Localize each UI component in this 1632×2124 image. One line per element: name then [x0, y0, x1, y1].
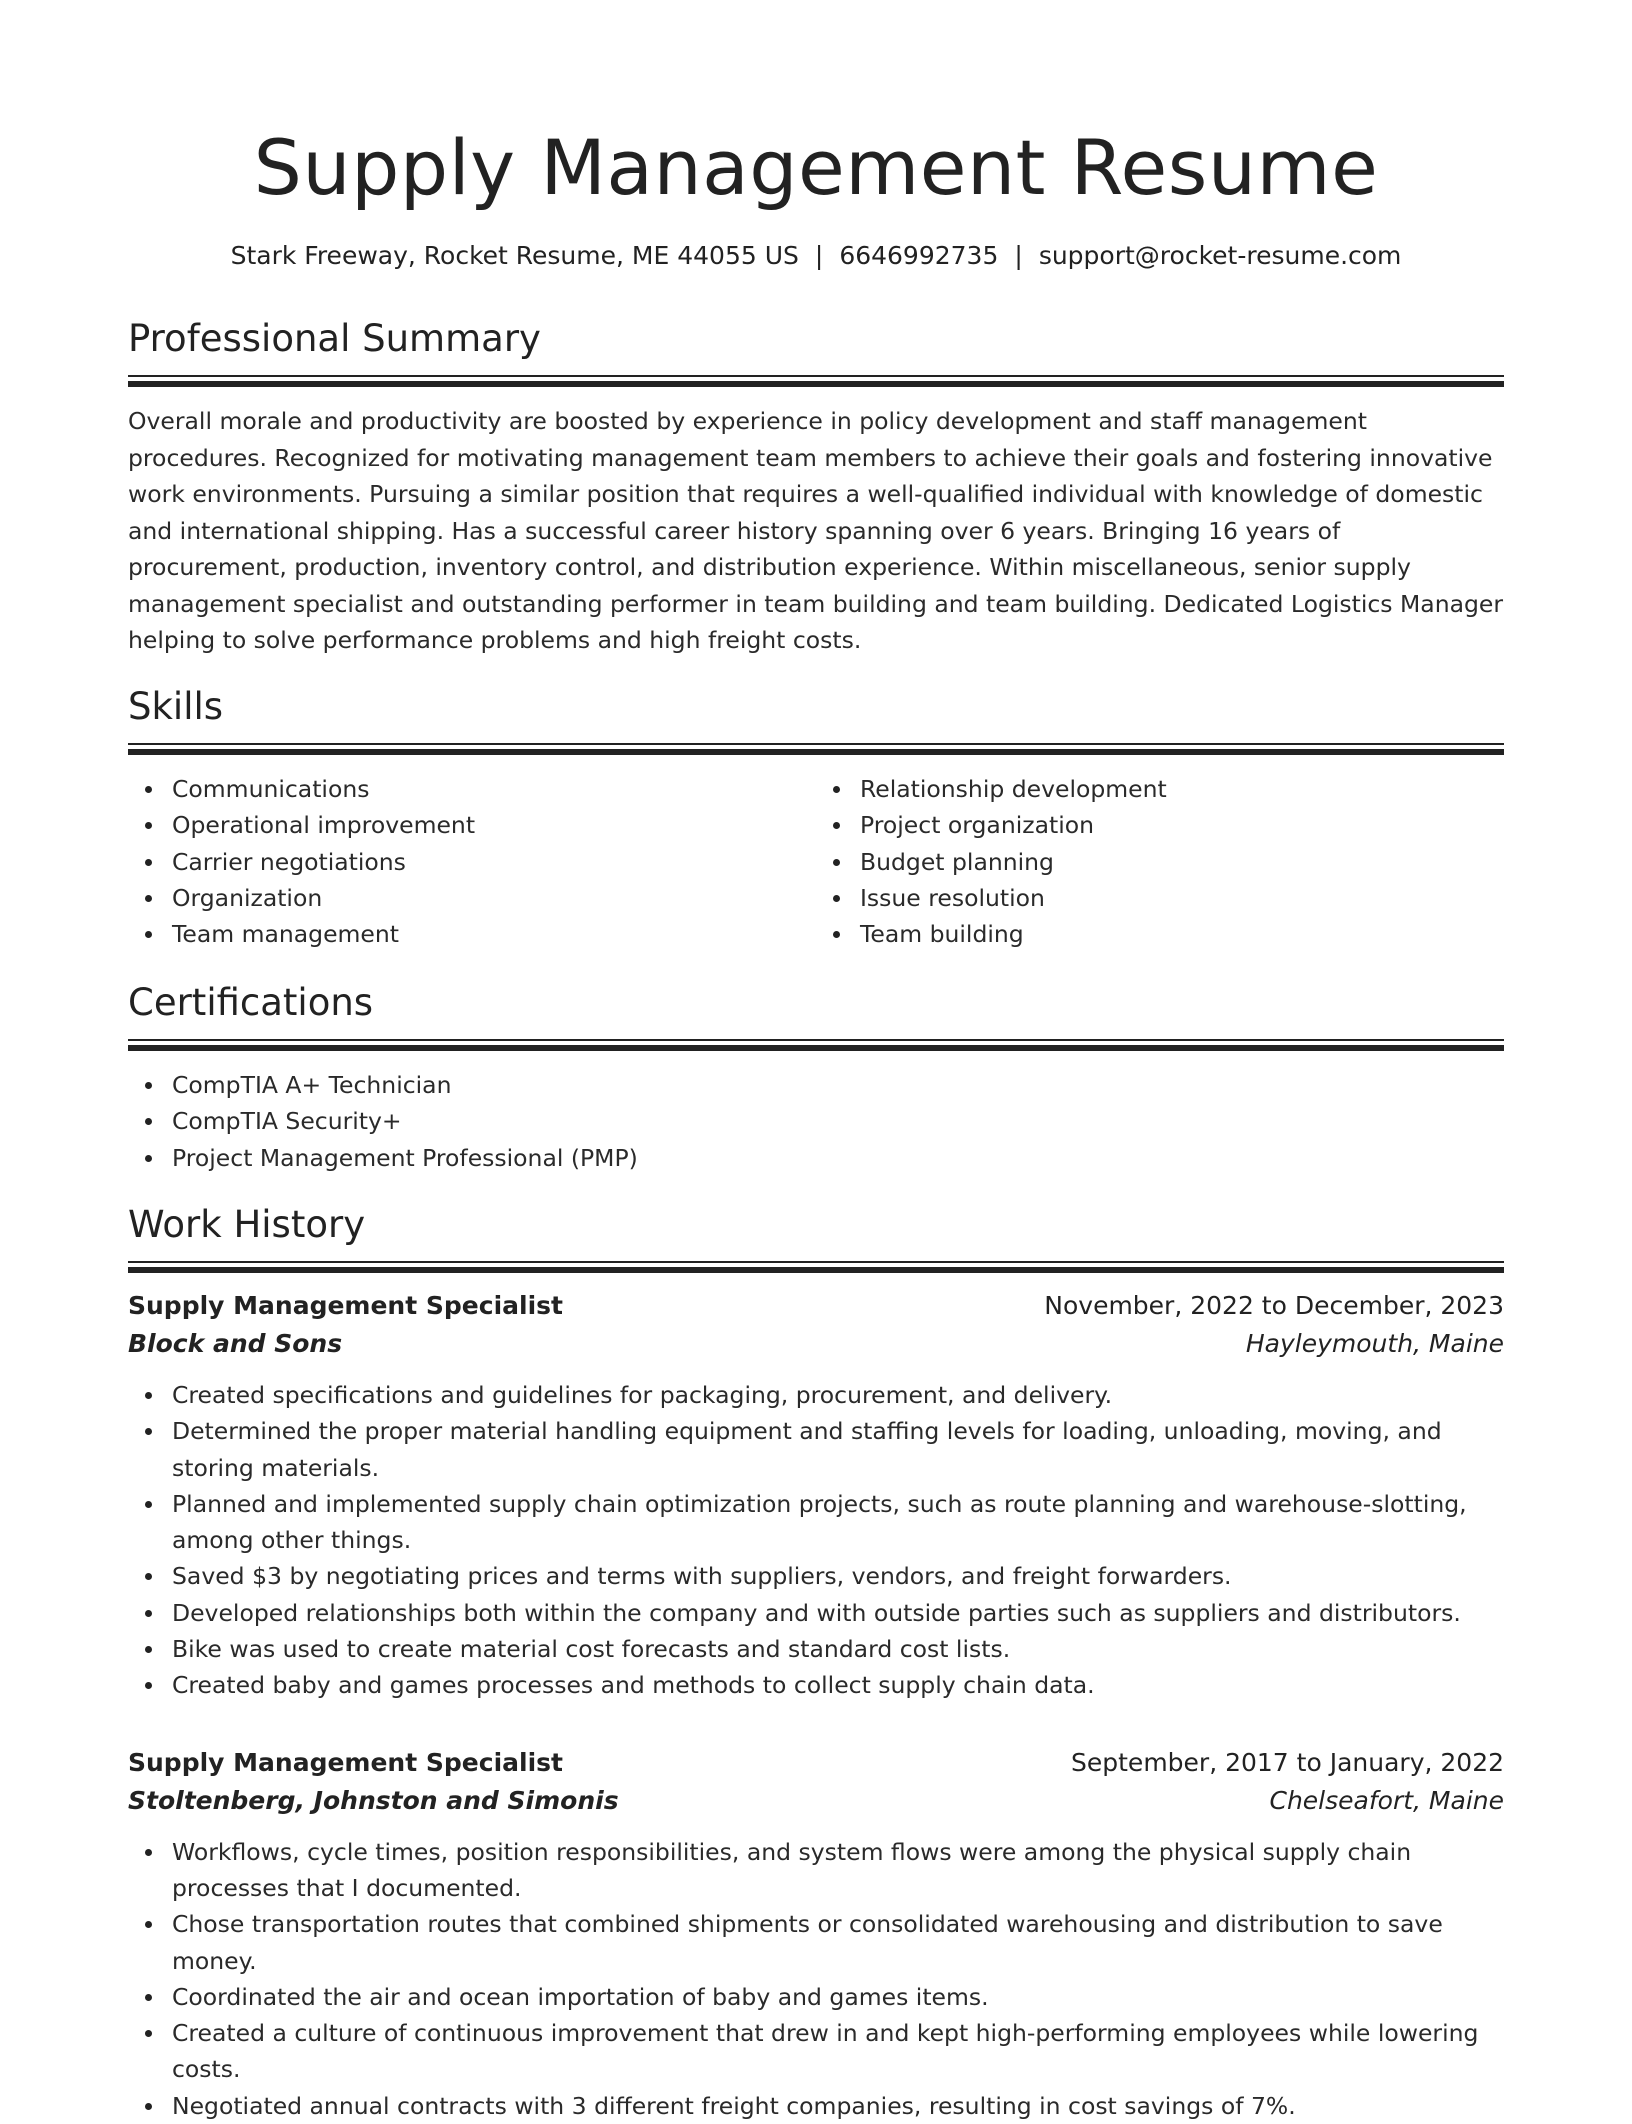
skill-item: Budget planning — [860, 844, 1504, 880]
job-company: Stoltenberg, Johnston and Simonis — [128, 1785, 619, 1815]
job-dates: November, 2022 to December, 2023 — [1044, 1291, 1504, 1320]
job-header — [128, 1287, 1504, 1325]
skills-heading: Skills — [128, 685, 224, 728]
job-bullet: Workflows, cycle times, position responsibilities, and system flows were among the physical supply chain processes that I documented. — [172, 1834, 1504, 1907]
skill-item: Operational improvement — [172, 807, 816, 843]
job-subheader — [128, 1325, 1504, 1363]
skill-item: Carrier negotiations — [172, 844, 816, 880]
job-company: Block and Sons — [128, 1329, 343, 1358]
skills-list-left — [128, 771, 816, 952]
contact-separator: | — [814, 241, 824, 270]
job-title: Supply Management Specialist — [128, 1291, 563, 1320]
job-bullet: Planned and implemented supply chain optimization projects, such as route planning and warehouse-slotting, among other things. — [172, 1486, 1504, 1559]
job-entry — [128, 1287, 1504, 1704]
job-bullet: Created specifications and guidelines for packaging, procurement, and delivery. — [172, 1377, 1504, 1413]
skill-item: Organization — [172, 880, 816, 916]
certification-item: CompTIA A+ Technician — [172, 1067, 1504, 1103]
summary-heading: Professional Summary — [128, 317, 541, 360]
job-dates: September, 2017 to January, 2022 — [1071, 1747, 1504, 1777]
summary-text: Overall morale and productivity are boosted by experience in policy development and staff management procedures. Recognized for motivating management team members to achieve their goals and fostering innovative work environments. Pursuing a similar position that requires a well-qualified individual with knowledge of domestic and international shipping. Has a successful career history spanning over 6 years. Bringing 16 years of procurement, production, inventory control, and distribution experience. Within miscellaneous, senior supply management specialist and outstanding performer in team building and team building. Dedicated Logistics Manager helping to solve performance problems and high freight costs. — [128, 407, 1504, 654]
job-bullet: Negotiated annual contracts with 3 different freight companies, resulting in cost savings of 7%. — [172, 2088, 1504, 2124]
certification-item: Project Management Professional (PMP) — [172, 1140, 1504, 1176]
job-bullet: Bike was used to create material cost forecasts and standard cost lists. — [172, 1631, 1504, 1667]
job-header — [128, 1744, 1504, 1782]
job-bullet: Saved $3 by negotiating prices and terms with suppliers, vendors, and freight forwarders. — [172, 1558, 1504, 1594]
skill-item: Team building — [860, 916, 1504, 952]
contact-address: Stark Freeway, Rocket Resume, ME 44055 US — [230, 241, 799, 270]
job-bullet: Chose transportation routes that combined shipments or consolidated warehousing and distribution to save money. — [172, 1906, 1504, 1979]
skill-item: Project organization — [860, 807, 1504, 843]
contact-email: support@rocket-resume.com — [1038, 241, 1402, 270]
page-title: Supply Management Resume — [253, 123, 1379, 212]
contact-separator: | — [1014, 241, 1023, 270]
work-history-heading: Work History — [128, 1203, 366, 1246]
certification-item: CompTIA Security+ — [172, 1103, 1504, 1139]
section-divider — [128, 1039, 1504, 1051]
certifications-list — [128, 1067, 1504, 1176]
section-divider — [128, 1261, 1504, 1273]
skill-item: Communications — [172, 771, 816, 807]
section-divider — [128, 743, 1504, 755]
skills-list-right — [816, 771, 1504, 952]
job-entry — [128, 1744, 1504, 2124]
contact-phone: 6646992735 — [839, 241, 999, 270]
certifications-heading: Certifications — [128, 981, 374, 1024]
job-bullet: Created a culture of continuous improvement that drew in and kept high-performing employees while lowering costs. — [172, 2015, 1504, 2088]
job-location: Hayleymouth, Maine — [1245, 1329, 1504, 1358]
skill-item: Team management — [172, 916, 816, 952]
skill-item: Relationship development — [860, 771, 1504, 807]
job-bullet: Determined the proper material handling equipment and staffing levels for loading, unloading, moving, and storing materials. — [172, 1413, 1504, 1486]
job-bullet: Created baby and games processes and methods to collect supply chain data. — [172, 1667, 1504, 1703]
summary-section — [128, 315, 1504, 659]
job-bullet: Coordinated the air and ocean importation of baby and games items. — [172, 1979, 1504, 2015]
skills-section — [128, 683, 1504, 952]
contact-line — [128, 236, 1504, 276]
job-location: Chelseafort, Maine — [1269, 1785, 1504, 1815]
job-bullets — [128, 1834, 1504, 2124]
job-subheader — [128, 1782, 1504, 1820]
work-history-section — [128, 1201, 1504, 2124]
skills-columns — [128, 771, 1504, 952]
certifications-section — [128, 979, 1504, 1176]
job-title: Supply Management Specialist — [128, 1747, 563, 1777]
job-bullets — [128, 1377, 1504, 1704]
section-divider — [128, 375, 1504, 387]
skill-item: Issue resolution — [860, 880, 1504, 916]
job-bullet: Developed relationships both within the company and with outside parties such as suppliers and distributors. — [172, 1595, 1504, 1631]
